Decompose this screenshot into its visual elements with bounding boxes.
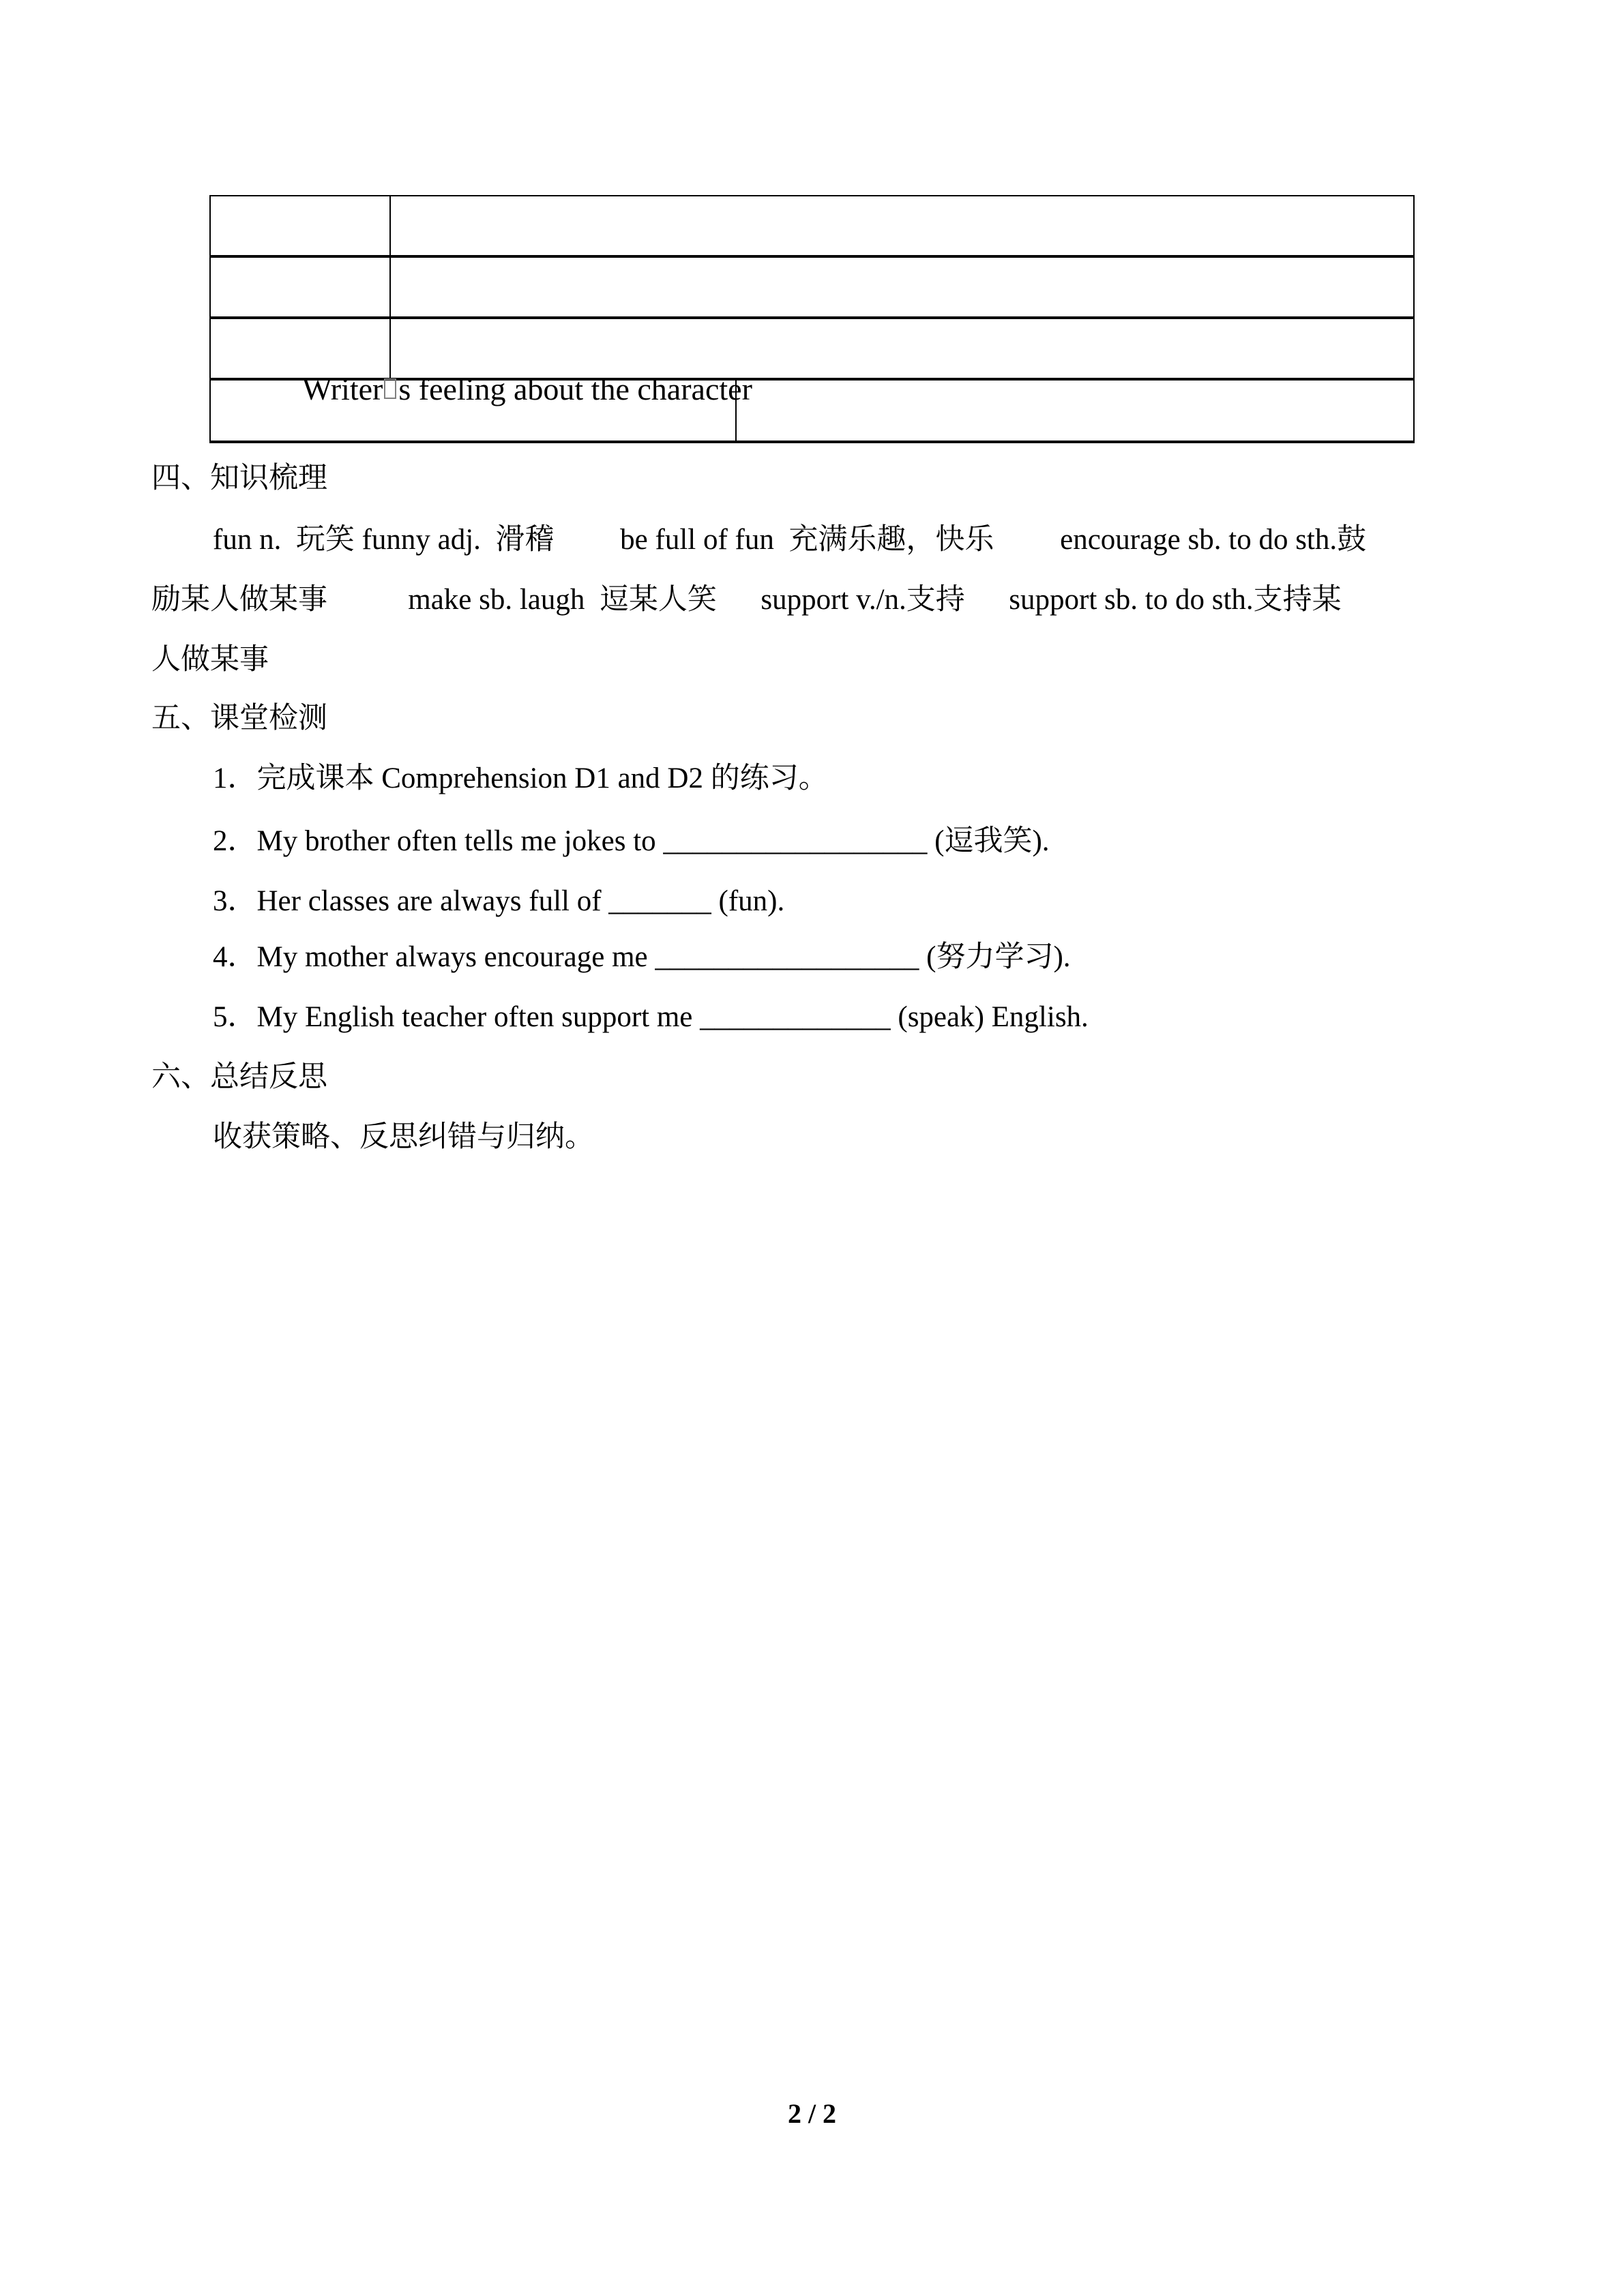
section-heading-quiz: 五、课堂检测 [151, 702, 327, 734]
summary-line-1: 收获策略、反思纠错与归纳。 [213, 1121, 594, 1153]
character-analysis-table [209, 195, 1415, 443]
quiz-item-3: 3．Her classes are always full of _______ (fun). [213, 885, 785, 917]
missing-glyph-box-icon [384, 378, 396, 399]
knowledge-line-3: 人做某事 [151, 644, 269, 676]
knowledge-line-2: 励某人做某事 make sb. laugh 逗某人笑 support v./n.支持 support sb. to do sth.支持某 [151, 584, 1342, 616]
quiz-item-2: 2．My brother often tells me jokes to __________________ (逗我笑). [213, 825, 1050, 857]
section-heading-summary: 六、总结反思 [151, 1061, 327, 1093]
table-cell-value [391, 196, 1413, 255]
page-number: 2 / 2 [787, 2098, 837, 2129]
quiz-item-5: 5．My English teacher often support me _____________ (speak) English. [213, 1001, 1089, 1033]
quiz-item-4: 4．My mother always encourage me __________________ (努力学习). [213, 941, 1071, 973]
table-row [211, 258, 1413, 319]
writers-feeling-text [224, 342, 752, 436]
table-cell-writers-feeling-label [211, 372, 752, 441]
quiz-item-1: 1．完成课本 Comprehension D1 and D2 的练习。 [213, 762, 828, 794]
writer-label-part2: s feeling about the character [398, 372, 752, 406]
table-row-writers-feeling [211, 372, 1413, 443]
table-cell-label [211, 258, 391, 316]
section-heading-knowledge: 四、知识梳理 [151, 462, 327, 494]
knowledge-line-1: fun n. 玩笑 funny adj. 滑稽 be full of fun 充满乐趣，快乐 encourage sb. to do sth.鼓 [213, 524, 1367, 556]
table-cell-value [737, 381, 1413, 441]
table-row [211, 196, 1413, 258]
writer-label-part1: Writer [302, 372, 383, 406]
table-cell-label [211, 196, 391, 255]
table-cell-value [391, 258, 1413, 316]
